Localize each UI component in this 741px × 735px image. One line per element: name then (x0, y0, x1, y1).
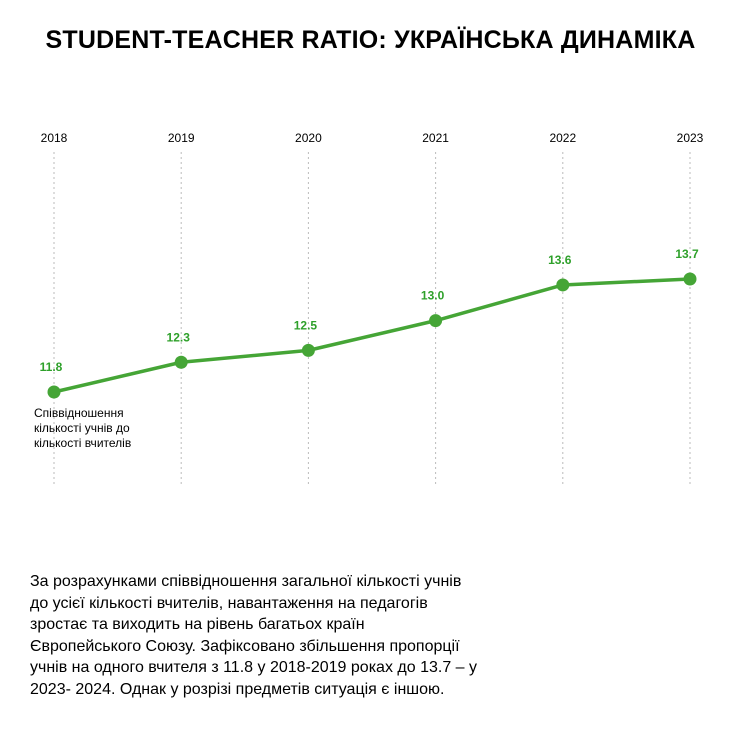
x-axis-labels (41, 131, 704, 145)
x-tick-label: 2021 (422, 131, 449, 145)
x-tick-label: 2023 (676, 131, 704, 145)
data-label: 12.5 (293, 318, 318, 333)
series-line-group (54, 279, 690, 392)
data-label: 12.3 (166, 330, 190, 345)
data-point (48, 386, 61, 399)
data-label: 13.7 (675, 247, 699, 261)
data-point (556, 278, 569, 291)
data-point (684, 273, 697, 286)
x-tick-label: 2022 (549, 131, 577, 145)
series-line (54, 279, 690, 392)
data-label: 13.0 (420, 288, 445, 303)
data-label: 11.8 (39, 360, 63, 374)
x-tick-label: 2018 (40, 131, 68, 145)
data-labels (40, 247, 699, 374)
x-tick-label: 2020 (295, 131, 322, 145)
series-label: Співвідношення кількості учнів до кількості вчителів (34, 406, 132, 450)
x-tick-label: 2019 (167, 131, 195, 145)
data-label: 13.6 (548, 252, 572, 267)
data-point (175, 356, 188, 369)
chart-title: STUDENT-TEACHER RATIO: УКРАЇНСЬКА ДИНАМІКА (45, 26, 696, 54)
description-text: За розрахунками співвідношення загальної кількості учнів до усієї кількості вчителів, навантаження на педагогів зростає та виходить на рівень багатьох країн Європейського Союзу. Зафіксовано збільшення пропорції учнів на одного вчителя з 11.8 у 2018-2019 роках до 13.7 – у 2023- 2024. Однак у розрізі предметів ситуація є іншою. (30, 573, 477, 698)
data-point (429, 314, 442, 327)
data-point (302, 344, 315, 357)
